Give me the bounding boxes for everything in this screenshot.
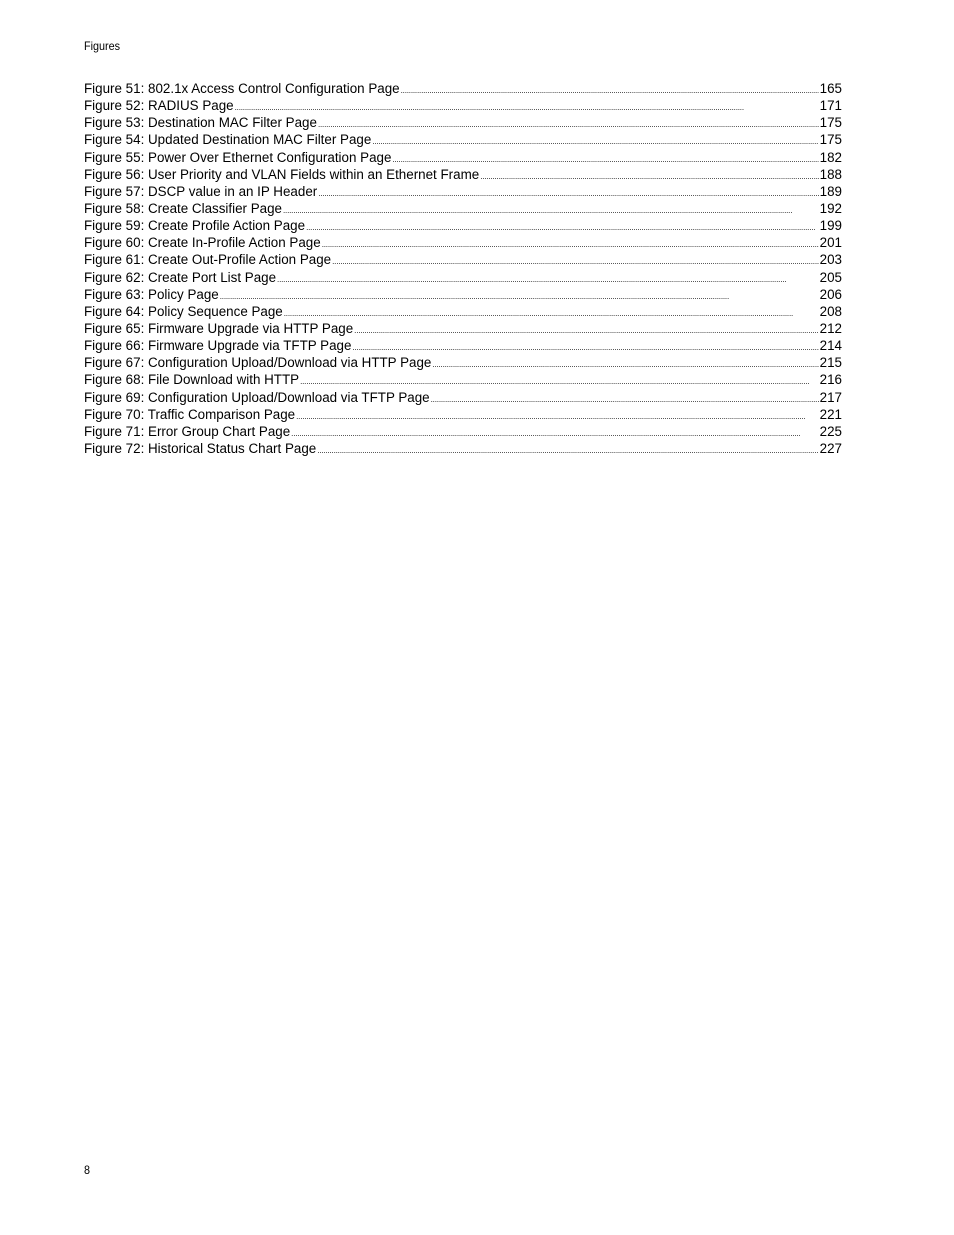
dot-leader	[372, 133, 818, 148]
toc-entry-page[interactable]: 199	[819, 218, 842, 234]
toc-entry[interactable]	[84, 389, 842, 406]
toc-entry[interactable]	[84, 423, 842, 440]
dot-leader	[220, 288, 819, 303]
toc-entry[interactable]	[84, 131, 842, 148]
toc-entry-title[interactable]: Figure 66: Firmware Upgrade via TFTP Page	[84, 338, 352, 354]
dot-leader	[291, 425, 818, 440]
toc-entry-page[interactable]: 175	[819, 132, 842, 148]
toc-entry[interactable]	[84, 149, 842, 166]
toc-entry-title[interactable]: Figure 71: Error Group Chart Page	[84, 423, 291, 439]
toc-entry[interactable]	[84, 337, 842, 354]
toc-entry-page[interactable]: 205	[819, 269, 842, 285]
dot-leader	[332, 253, 819, 268]
toc-entry-title[interactable]: Figure 57: DSCP value in an IP Header	[84, 183, 318, 199]
toc-entry[interactable]	[84, 303, 842, 320]
toc-entry-title[interactable]: Figure 58: Create Classifier Page	[84, 200, 282, 216]
toc-entry-title[interactable]: Figure 52: RADIUS Page	[84, 98, 234, 114]
toc-entry-title[interactable]: Figure 56: User Priority and VLAN Fields within an Ethernet Frame	[84, 166, 480, 182]
toc-entry[interactable]	[84, 286, 842, 303]
dot-leader	[480, 168, 818, 183]
toc-entry-title[interactable]: Figure 55: Power Over Ethernet Configuration Page	[84, 149, 392, 165]
toc-entry-title[interactable]: Figure 54: Updated Destination MAC Filter Page	[84, 132, 372, 148]
toc-entry-title[interactable]: Figure 60: Create In-Profile Action Page	[84, 235, 321, 251]
toc-entry[interactable]	[84, 371, 842, 388]
running-header: Figures	[84, 39, 121, 53]
dot-leader	[392, 151, 818, 166]
toc-entry-page[interactable]: 165	[819, 81, 842, 96]
toc-entry[interactable]	[84, 234, 842, 251]
dot-leader	[431, 391, 819, 406]
dot-leader	[277, 271, 819, 286]
toc-entry-page[interactable]: 221	[819, 406, 842, 422]
dot-leader	[318, 185, 818, 200]
toc-entry-title[interactable]: Figure 63: Policy Page	[84, 286, 219, 302]
dot-leader	[306, 219, 819, 234]
toc-entry-title[interactable]: Figure 68: File Download with HTTP	[84, 372, 300, 388]
toc-entry-page[interactable]: 203	[819, 252, 842, 268]
dot-leader	[283, 202, 819, 217]
toc-entry-page[interactable]: 206	[819, 286, 842, 302]
toc-entry[interactable]	[84, 80, 842, 97]
toc-entry[interactable]	[84, 406, 842, 423]
toc-entry[interactable]	[84, 440, 842, 457]
dot-leader	[352, 339, 818, 354]
toc-entry[interactable]	[84, 320, 842, 337]
toc-entry[interactable]	[84, 97, 842, 114]
toc-entry[interactable]	[84, 114, 842, 131]
toc-entry[interactable]	[84, 354, 842, 371]
toc-entry-page[interactable]: 171	[819, 98, 842, 114]
dot-leader	[318, 116, 819, 131]
toc-entry-page[interactable]: 227	[819, 440, 842, 456]
toc-entry[interactable]	[84, 251, 842, 268]
toc-entry-title[interactable]: Figure 61: Create Out-Profile Action Page	[84, 252, 332, 268]
dot-leader	[322, 236, 819, 251]
list-of-figures	[84, 80, 842, 457]
toc-entry-title[interactable]: Figure 69: Configuration Upload/Download via TFTP Page	[84, 389, 430, 405]
toc-entry-page[interactable]: 189	[819, 183, 842, 199]
toc-entry-page[interactable]: 225	[819, 423, 842, 439]
toc-entry[interactable]	[84, 200, 842, 217]
toc-entry-title[interactable]: Figure 62: Create Port List Page	[84, 269, 277, 285]
toc-entry-title[interactable]: Figure 53: Destination MAC Filter Page	[84, 115, 317, 131]
toc-entry-title[interactable]: Figure 70: Traffic Comparison Page	[84, 406, 296, 422]
toc-entry-page[interactable]: 214	[819, 338, 842, 354]
dot-leader	[432, 356, 818, 371]
toc-entry-page[interactable]: 182	[819, 149, 842, 165]
dot-leader	[296, 408, 819, 423]
dot-leader	[300, 373, 819, 388]
toc-entry[interactable]	[84, 269, 842, 286]
toc-entry-page[interactable]: 208	[819, 303, 842, 319]
dot-leader	[354, 322, 818, 337]
toc-entry-title[interactable]: Figure 72: Historical Status Chart Page	[84, 440, 317, 456]
toc-entry-page[interactable]: 201	[819, 235, 842, 251]
toc-entry-page[interactable]: 215	[819, 355, 842, 371]
toc-entry-page[interactable]: 216	[819, 372, 842, 388]
toc-entry-page[interactable]: 188	[819, 166, 842, 182]
toc-entry-title[interactable]: Figure 67: Configuration Upload/Download via HTTP Page	[84, 355, 432, 371]
toc-entry[interactable]	[84, 183, 842, 200]
dot-leader	[284, 305, 819, 320]
toc-entry-title[interactable]: Figure 51: 802.1x Access Control Configuration Page	[84, 81, 400, 96]
page-number: 8	[84, 1163, 91, 1177]
toc-entry-page[interactable]: 212	[819, 320, 842, 336]
dot-leader	[317, 442, 818, 457]
dot-leader	[401, 82, 819, 97]
toc-entry[interactable]	[84, 217, 842, 234]
toc-entry-title[interactable]: Figure 64: Policy Sequence Page	[84, 303, 283, 319]
toc-entry-page[interactable]: 175	[819, 115, 842, 131]
toc-entry-page[interactable]: 217	[819, 389, 842, 405]
toc-entry[interactable]	[84, 166, 842, 183]
toc-entry-title[interactable]: Figure 65: Firmware Upgrade via HTTP Page	[84, 320, 354, 336]
toc-entry-page[interactable]: 192	[819, 200, 842, 216]
dot-leader	[235, 99, 819, 114]
toc-entry-title[interactable]: Figure 59: Create Profile Action Page	[84, 218, 306, 234]
